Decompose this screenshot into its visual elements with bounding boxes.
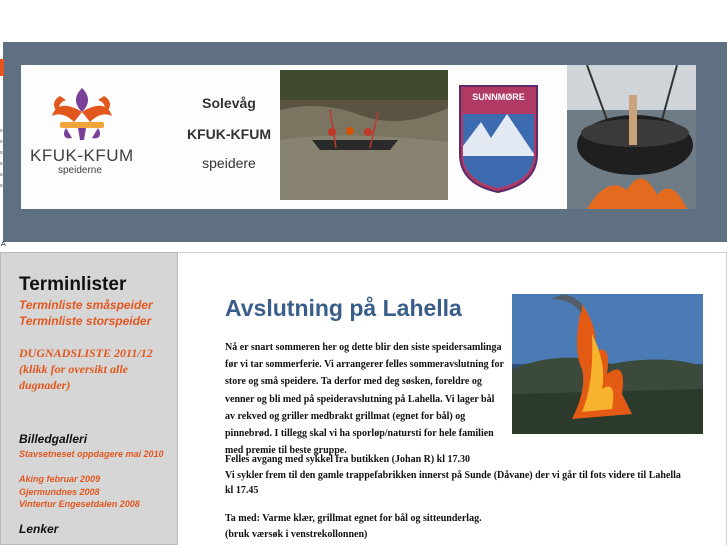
intro-line: av rekved og griller medbrakt grillmat (egnet for bål) og	[225, 410, 466, 422]
intro-line: pinnebrød. I tillegg skal vi ha sporløp/natursti for hele familien	[225, 428, 494, 440]
org-name-line3: speidere	[202, 155, 256, 171]
departure-paragraph	[225, 452, 720, 499]
orange-tab-marker	[0, 59, 4, 76]
departure-line: Vi sykler frem til den gamle trappefabrikken innerst på Sunde (Dåvane) der vi går til fots videre til Lahella	[225, 469, 681, 481]
campfire-pot-photo	[567, 65, 696, 209]
intro-line: Nå er snart sommeren her og dette blir den siste speidersamlinga	[225, 342, 502, 353]
sidebar-title-terminlister: Terminlister	[19, 274, 127, 295]
bonfire-photo	[512, 294, 703, 434]
sidebar-link-gallery-vintertur[interactable]: Vintertur Engesetdalen 2008	[19, 499, 140, 509]
side-clipped-text: s s s s s s	[0, 128, 3, 189]
page-title: Avslutning på Lahella	[225, 295, 462, 321]
logo-subtitle: speiderne	[58, 165, 102, 176]
sidebar-link-gallery-gjermundnes[interactable]: Gjermundnes 2008	[19, 487, 100, 497]
sidebar-link-gallery-aking[interactable]: Aking februar 2009	[19, 474, 101, 484]
bring-line: Ta med: Varme klær, grillmat egnet for bål og sitteunderlag.	[225, 513, 482, 524]
org-name-line1: Solevåg	[202, 95, 256, 111]
intro-line: venner og bli med på speideravslutning på Lahella. Vi lager bål	[225, 393, 495, 405]
sidebar-heading-billedgalleri: Billedgalleri	[19, 432, 88, 446]
badge-text: SUNNMØRE	[472, 92, 525, 102]
sidebar-link-terminliste-storspeider[interactable]: Terminliste storspeider	[19, 314, 152, 328]
sidebar-link-terminliste-smaspeider[interactable]: Terminliste småspeider	[19, 298, 153, 312]
stray-character: A	[1, 240, 6, 248]
departure-line: kl 17.45	[225, 485, 259, 496]
intro-line: før vi tar sommerferie. Vi arrangerer felles sommeravslutning for	[225, 359, 504, 371]
bring-line: (bruk værsøk i venstrekollonnen)	[225, 529, 368, 540]
bring-paragraph	[225, 511, 625, 543]
sidebar-link-gallery-stavsetneset[interactable]: Stavsetneset oppdagere mai 2010	[19, 449, 164, 459]
sunnmore-badge	[457, 84, 540, 194]
intro-paragraph	[225, 339, 515, 459]
logo-name: KFUK-KFUM	[30, 146, 134, 165]
departure-line: Felles avgang med sykkel fra butikken (Johan R) kl 17.30	[225, 454, 471, 465]
sidebar-link-dugnadsliste[interactable]: DUGNADSLISTE 2011/12 (klikk for oversikt alle dugnader)	[19, 346, 153, 392]
intro-line: med premie til beste gruppe.	[225, 445, 347, 457]
sidebar-heading-lenker: Lenker	[19, 522, 59, 536]
canoe-photo	[280, 70, 448, 200]
intro-line: store og små speidere. Ta derfor med deg søsken, foreldre og	[225, 376, 482, 388]
org-name-line2: KFUK-KFUM	[187, 126, 271, 142]
